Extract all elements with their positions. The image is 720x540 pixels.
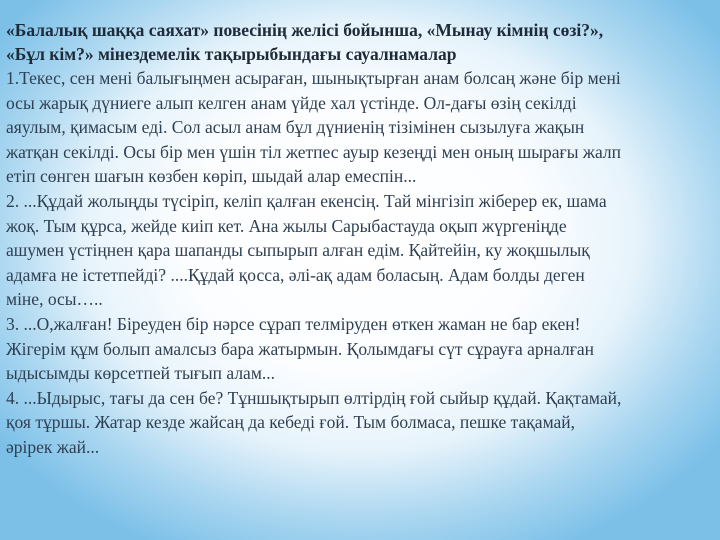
text-line: жоқ. Тым құрса, жейде киіп кет. Ана жылы Сарыбастауда оқып жүргеніңде	[6, 215, 567, 236]
text-line: 3. ...О,жалған! Біреуден бір нәрсе сұрап телміруден өткен жаман не бар екен!	[6, 313, 581, 334]
text-line: әрірек жай...	[6, 436, 100, 457]
text-line: міне, осы…..	[6, 289, 103, 310]
text-line: адамға не істетпейді? ....Құдай қосса, әлі-ақ адам боласың. Адам болды деген	[6, 264, 585, 285]
text-line: қоя тұршы. Жатар кезде жайсаң да кебеді ғой. Тым болмаса, пешке тақамай,	[6, 412, 576, 433]
questionnaire-heading	[6, 18, 714, 66]
text-line: ыдысымды көрсетпей тығып алам...	[6, 363, 276, 384]
text-line: осы жарық дүниеге алып келген анам үйде хал үстінде. Ол-дағы өзің секілді	[6, 92, 577, 113]
heading-line: «Бұл кім?» мінездемелік тақырыбындағы сауалнамалар	[6, 44, 457, 64]
text-line: Жігерім құм болып амалсыз бара жатырмын. Қолымдағы сүт сұрауға арналған	[6, 338, 595, 359]
quotes-body	[6, 66, 714, 460]
heading-line: «Балалық шаққа саяхат» повесінің желісі бойынша, «Мынау кімнің сөзі?»,	[6, 20, 604, 40]
text-line: етіп сөнген шағын көзбен көріп, шыдай алар емеспін...	[6, 166, 417, 187]
text-line: 4. ...Ыдырыс, тағы да сен бе? Тұншықтырып өлтірдің ғой сыйыр құдай. Қақтамай,	[6, 387, 622, 408]
text-line: ашумен үстіңнен қара шапанды сыпырып алған едім. Қайтейін, ку жоқшылық	[6, 240, 590, 261]
text-line: аяулым, қимасым еді. Сол асыл анам бұл дүниенің тізімінен сызылуға жақын	[6, 117, 585, 138]
text-line: 2. ...Құдай жолыңды түсіріп, келіп қалған екенсің. Тай мінгізіп жіберер ек, шама	[6, 190, 607, 211]
text-line: 1.Текес, сен мені балығыңмен асыраған, шынықтырған анам болсаң және бір мені	[6, 68, 621, 88]
slide-content	[6, 18, 714, 460]
text-line: жатқан секілді. Осы бір мен үшін тіл жетпес ауыр кезеңді мен оның шырағы жалп	[6, 141, 621, 162]
